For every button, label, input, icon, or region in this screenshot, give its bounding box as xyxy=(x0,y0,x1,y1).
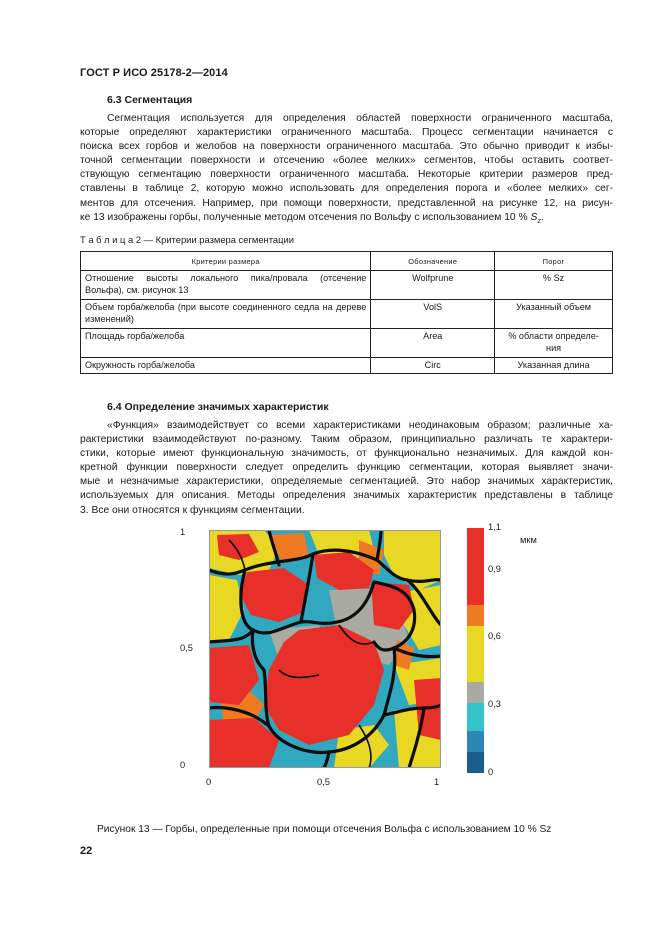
symbol-cell: VolS xyxy=(371,300,495,329)
symbol-cell: Circ xyxy=(371,358,495,374)
colorbar-tick: 0,3 xyxy=(488,699,501,709)
paragraph-line: ставлены в таблице 2, которую можно использовать для определения порога и «более мелких» сег- xyxy=(80,183,613,195)
paragraph-line: ствующую сегментацию поверхности ограниченного масштаба. Некоторые критерии размеров пред- xyxy=(80,169,613,181)
colorbar-tick: 0,9 xyxy=(488,564,501,574)
table-2-caption: Т а б л и ц а 2 — Критерии размера сегментации xyxy=(80,234,294,245)
paragraph-line: рактеристики взаимодействуют по-разному. Таким образом, принципиально различать те характери- xyxy=(80,434,613,446)
column-header: Порог xyxy=(495,252,613,271)
section-6-4-heading: 6.4 Определение значимых характеристик xyxy=(107,401,329,413)
colorbar-tick: 0 xyxy=(488,767,494,777)
colorbar-segment xyxy=(467,626,484,682)
x-tick-label: 0,5 xyxy=(317,777,330,787)
document-header: ГОСТ Р ИСО 25178-2—2014 xyxy=(80,67,228,79)
colorbar-tick: 1,1 xyxy=(488,522,501,532)
paragraph-line: Сегментация используется для определения областей поверхности ограниченного масштаба, xyxy=(107,113,613,124)
threshold-cell: % Sz xyxy=(495,271,613,300)
section-6-3-heading: 6.3 Сегментация xyxy=(107,94,193,106)
paragraph-line: которые определяют характеристики ограниченного масштаба. Процесс сегментации начинается с xyxy=(80,127,613,139)
paragraph-line: «Функция» взаимодействует со всеми характеристиками неодинаковым образом; различные ха- xyxy=(107,420,613,431)
colorbar-strip xyxy=(467,528,484,773)
table-row xyxy=(81,358,613,374)
sz-subscript: z xyxy=(537,217,541,225)
colorbar-tick: 0,6 xyxy=(488,631,501,641)
x-tick-label: 0 xyxy=(206,777,212,787)
threshold-cell: % области определе-ния xyxy=(495,329,613,358)
criterion-cell: Площадь горба/желоба xyxy=(81,329,371,358)
colorbar-segment xyxy=(467,703,484,731)
table-row xyxy=(81,271,613,300)
y-tick-label: 0,5 xyxy=(180,643,193,653)
criterion-cell: Объем горба/желоба (при высоте соединенного седла на дереве изменений) xyxy=(81,300,371,329)
colorbar-segment xyxy=(467,731,484,752)
colorbar-segment xyxy=(467,605,484,626)
figure-13 xyxy=(180,522,620,795)
y-tick-label: 1 xyxy=(180,527,186,537)
column-header: Критерии размера xyxy=(81,252,371,271)
criteria-table xyxy=(80,251,613,374)
colorbar-unit: мкм xyxy=(520,535,537,545)
criterion-cell: Окружность горба/желоба xyxy=(81,358,371,374)
colorbar-segment xyxy=(467,752,484,773)
paragraph-line: поиска всех горбов и желобов на поверхности ограниченного масштаба. Это обычно приводит к избы- xyxy=(80,141,613,153)
paragraph-line: точной сегментации поверхности и отсечению «более мелких» сегментов, чтобы оставить соответ- xyxy=(80,155,613,167)
colorbar-segment xyxy=(467,528,484,605)
paragraph-line: ке 13 изображены горбы, полученные методом отсечения по Вольфу с использованием 10 % $S_z$. xyxy=(80,211,544,225)
page-number: 22 xyxy=(80,845,93,857)
table-row xyxy=(81,329,613,358)
criterion-cell: Отношение высоты локального пика/провала (отсечение Вольфа), см. рисунок 13 xyxy=(81,271,371,300)
symbol-cell: Wolfprune xyxy=(371,271,495,300)
colorbar-segment xyxy=(467,682,484,703)
y-tick-label: 0 xyxy=(180,760,186,770)
threshold-cell: Указанный объем xyxy=(495,300,613,329)
symbol-cell: Area xyxy=(371,329,495,358)
table-row xyxy=(81,300,613,329)
segmentation-heightmap xyxy=(209,530,441,768)
paragraph-line: мые и незначимые характеристики, определяемые сегментацией. Это набор значимых характеристик, xyxy=(80,476,613,488)
paragraph-line: используемых для описания. Методы определения значимых характеристик представлены в таблице xyxy=(80,490,613,502)
paragraph-line: стики, которые имеют функциональную значимость, от функционально незначимых. Для каждой кон- xyxy=(80,448,613,460)
table-header-row xyxy=(81,252,613,271)
paragraph-line: 3. Все они относятся к функциям сегментации. xyxy=(80,504,305,516)
paragraph-line: кретной функции поверхности следует определить функцию сегментации, которая выявляет значи- xyxy=(80,462,613,474)
x-tick-label: 1 xyxy=(434,777,440,787)
section-6-3-paragraph xyxy=(80,112,613,225)
paragraph-line: ментов для отсечения. Например, при помощи поверхности, представленной на рисунке 12, на рисун- xyxy=(80,197,613,209)
figure-13-caption: Рисунок 13 — Горбы, определенные при помощи отсечения Вольфа с использованием 10 % Sz xyxy=(97,824,552,835)
threshold-cell: Указанная длина xyxy=(495,358,613,374)
sz-symbol: S xyxy=(530,211,538,223)
colorbar xyxy=(467,528,484,773)
column-header: Обозначение xyxy=(371,252,495,271)
section-6-4-paragraph xyxy=(80,419,613,518)
